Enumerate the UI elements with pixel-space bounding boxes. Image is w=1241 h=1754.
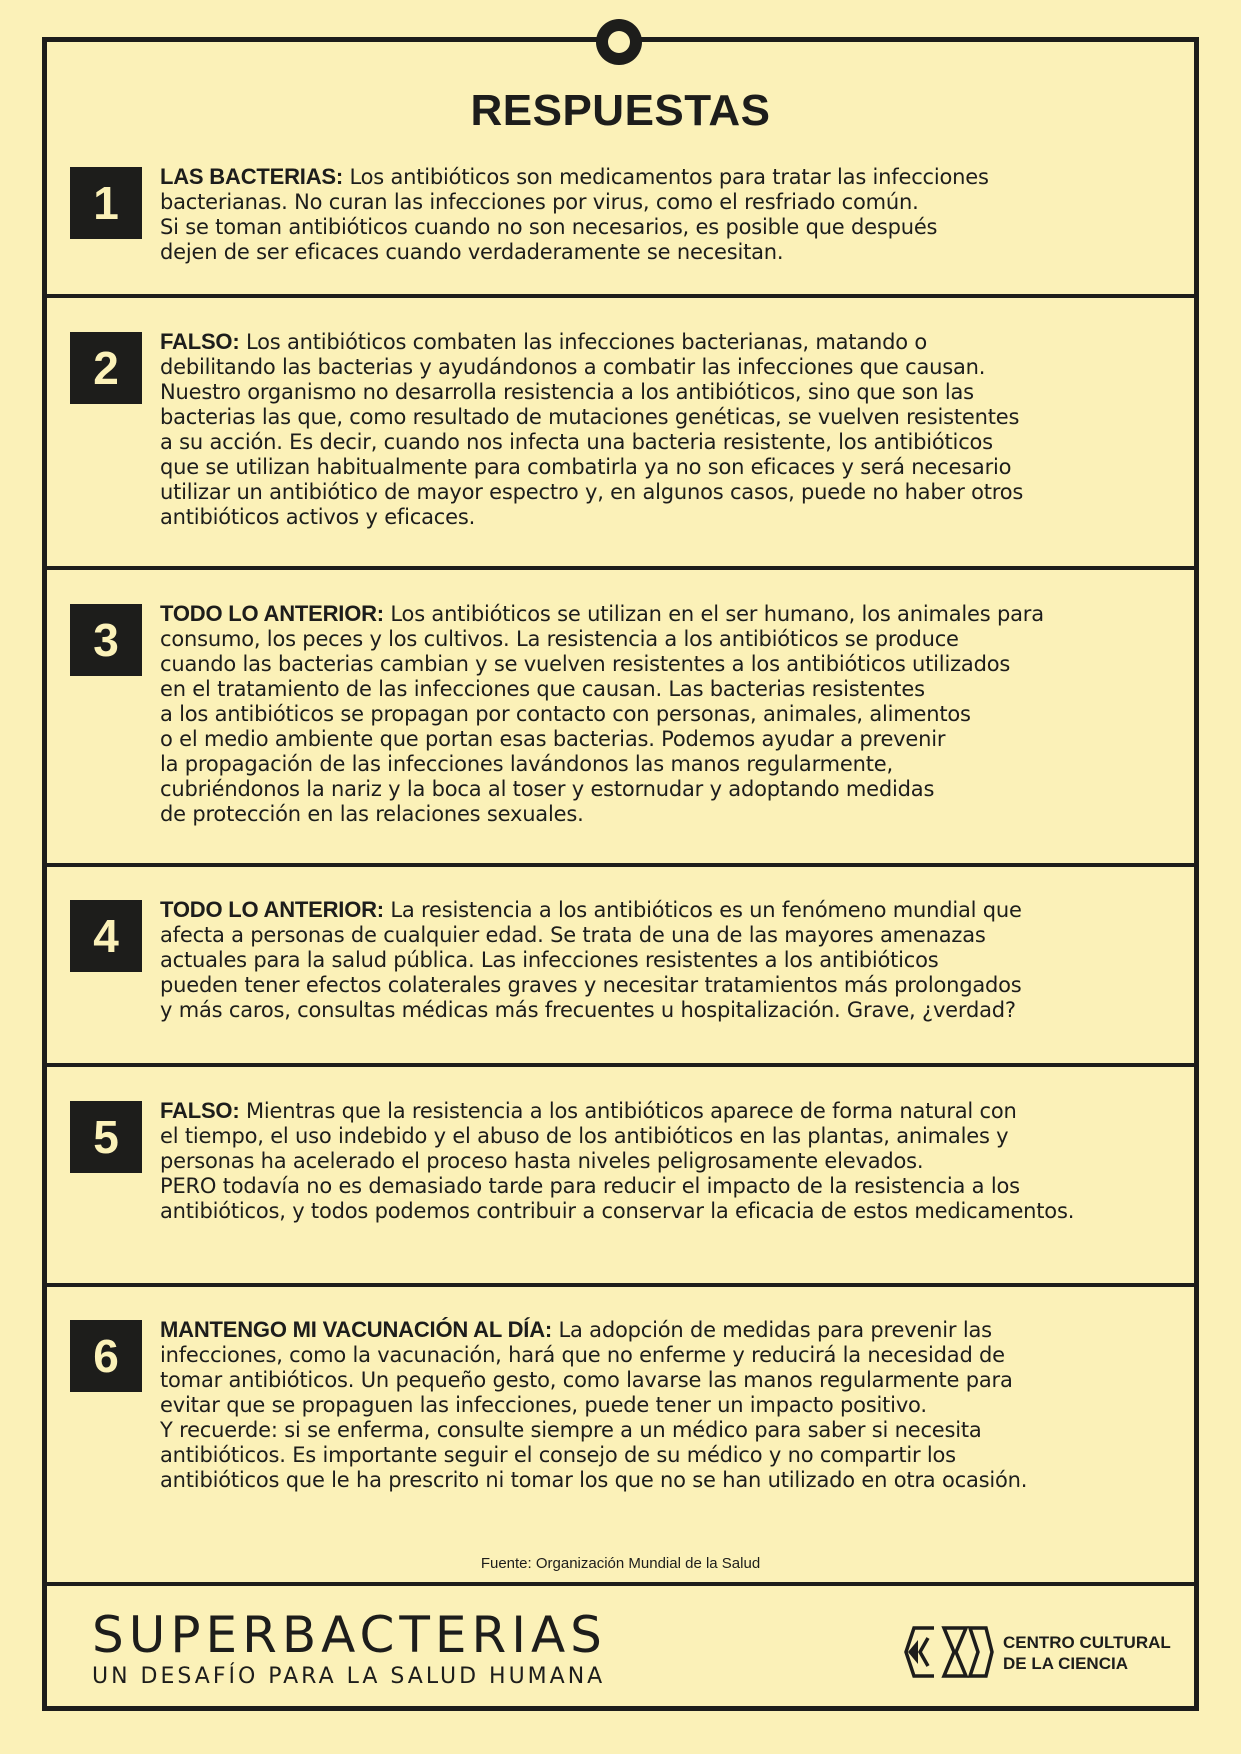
centro-cultural-logo-icon: [904, 1624, 994, 1680]
source-note: Fuente: Organización Mundial de la Salud: [480, 1555, 761, 1572]
divider: [42, 566, 1199, 570]
page-title: RESPUESTAS: [470, 86, 771, 135]
answer-number: 3: [70, 604, 142, 676]
hanging-ring-icon: [596, 19, 642, 65]
answer-lead: TODO LO ANTERIOR:: [160, 897, 384, 922]
answer-lead: TODO LO ANTERIOR:: [160, 601, 384, 626]
answer-number: 6: [70, 1320, 142, 1392]
answer-number: 5: [70, 1101, 142, 1173]
brand-block: [92, 1606, 607, 1689]
brand-title: SUPERBACTERIAS: [92, 1606, 607, 1664]
answer-text: [160, 897, 1120, 1023]
answer-number: 4: [70, 900, 142, 972]
answer-text: [160, 329, 1120, 530]
answer-body: La adopción de medidas para prevenir las infecciones, como la vacunación, hará que no enferme y reducirá la necesidad de tomar antibióticos. Un pequeño gesto, como lavarse las manos regularmente para evitar que se propaguen las infecciones, puede tener un impacto positivo. Y recuerde: si se enferma, consulte siempre a un médico para saber si necesita antibióticos. Es importante seguir el consejo de su médico y no compartir los antibióticos que le ha prescrito ni tomar los que no se han utilizado en otra ocasión.: [160, 1318, 1028, 1492]
answer-lead: FALSO:: [160, 1098, 240, 1123]
answer-lead: MANTENGO MI VACUNACIÓN AL DÍA:: [160, 1317, 553, 1342]
divider: [42, 1582, 1199, 1586]
divider: [42, 1063, 1199, 1067]
organization-name: [1003, 1632, 1171, 1674]
brand-subtitle: UN DESAFÍO PARA LA SALUD HUMANA: [92, 1664, 606, 1689]
answer-text: [160, 1317, 1120, 1493]
answer-body: Los antibióticos son medicamentos para tratar las infecciones bacterianas. No curan las infecciones por virus, como el resfriado común. Si se toman antibióticos cuando no son necesarios, es posible que después dejen de ser eficaces cuando verdaderamente se necesitan.: [160, 165, 989, 264]
divider: [42, 863, 1199, 867]
answer-body: Los antibióticos se utilizan en el ser humano, los animales para consumo, los peces y los cultivos. La resistencia a los antibióticos se produce cuando las bacterias cambian y se vuelven resistentes a los antibióticos utilizados en el tratamiento de las infecciones que causan. Las bacterias resistentes a los antibióticos se propagan por contacto con personas, animales, alimentos o el medio ambiente que portan esas bacterias. Podemos ayudar a prevenir la propagación de las infecciones lavándonos las manos regularmente, cubriéndonos la nariz y la boca al toser y estornudar y adoptando medidas de protección en las relaciones sexuales.: [160, 602, 1044, 826]
answer-body: Mientras que la resistencia a los antibióticos aparece de forma natural con el tiempo, el uso indebido y el abuso de los antibióticos en las plantas, animales y personas ha acelerado el proceso hasta niveles peligrosamente elevados. PERO todavía no es demasiado tarde para reducir el impacto de la resistencia a los antibióticos, y todos podemos contribuir a conservar la eficacia de estos medicamentos.: [160, 1099, 1075, 1223]
answer-lead: FALSO:: [160, 329, 240, 354]
answer-body: La resistencia a los antibióticos es un fenómeno mundial que afecta a personas de cualquier edad. Se trata de una de las mayores amenazas actuales para la salud pública. Las infecciones resistentes a los antibióticos pueden tener efectos colaterales graves y necesitar tratamientos más prolongados y más caros, consultas médicas más frecuentes u hospitalización. Grave, ¿verdad?: [160, 898, 1022, 1022]
answer-text: [160, 1098, 1120, 1224]
divider: [42, 294, 1199, 298]
answer-text: [160, 164, 1120, 265]
answer-text: [160, 601, 1120, 827]
answer-number: 2: [70, 332, 142, 404]
organization-name-line2: DE LA CIENCIA: [1003, 1654, 1128, 1673]
answer-number: 1: [70, 167, 142, 239]
answer-lead: LAS BACTERIAS:: [160, 164, 343, 189]
answer-body: Los antibióticos combaten las infecciones bacterianas, matando o debilitando las bacterias y ayudándonos a combatir las infecciones que causan. Nuestro organismo no desarrolla resistencia a los antibióticos, sino que son las bacterias las que, como resultado de mutaciones genéticas, se vuelven resistentes a su acción. Es decir, cuando nos infecta una bacteria resistente, los antibióticos que se utilizan habitualmente para combatirla ya no son eficaces y será necesario utilizar un antibiótico de mayor espectro y, en algunos casos, puede no haber otros antibióticos activos y eficaces.: [160, 330, 1024, 529]
divider: [42, 1283, 1199, 1287]
organization-name-line1: CENTRO CULTURAL: [1003, 1633, 1171, 1652]
